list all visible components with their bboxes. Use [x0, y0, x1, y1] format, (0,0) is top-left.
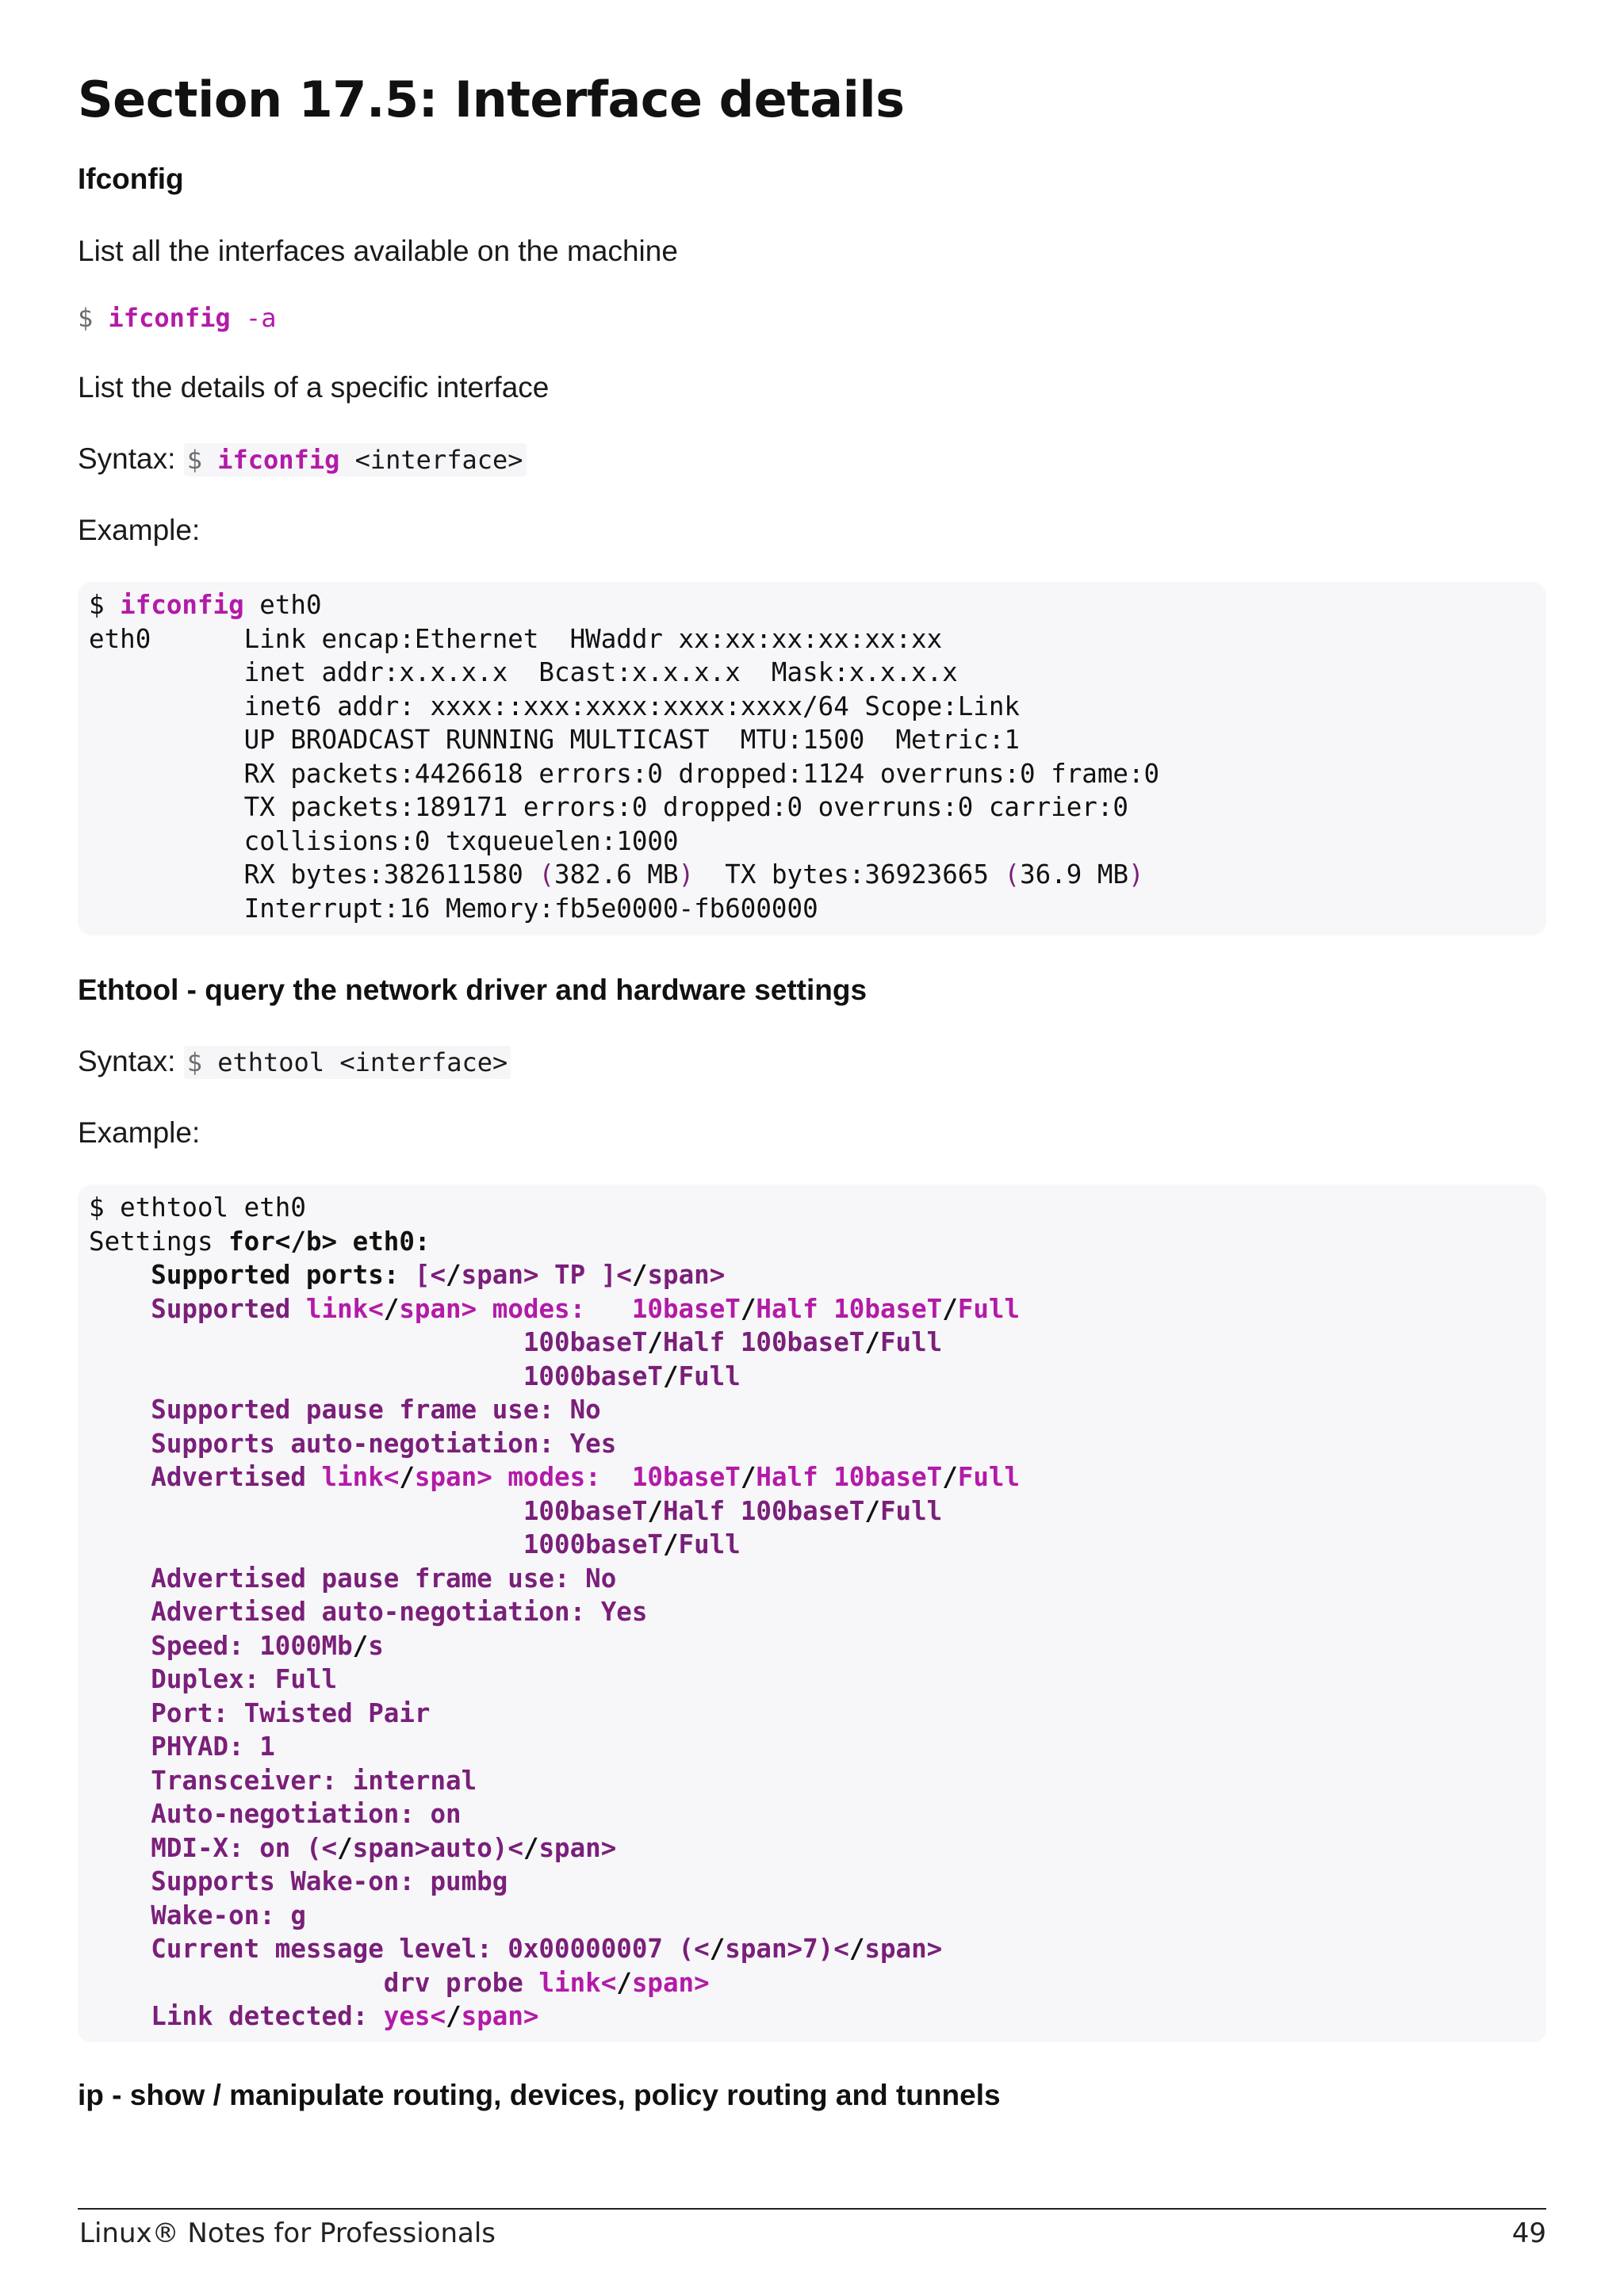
ifconfig-code-line: RX bytes:382611580 (382.6 MB) TX bytes:36923665 (36.9 MB): [89, 859, 1144, 890]
command-keyword: ifconfig: [217, 445, 340, 475]
ethtool-syntax-line: [78, 1042, 511, 1082]
ethtool-code-line: Supported link</span> modes: 10baseT/Half 10baseT/Full 100baseT/Half 100baseT/Full 1000baseT/Full Supported pause frame use: No Supports auto-negotiation: Yes Advertised link</span> modes: 10baseT/Half 10baseT/Full 100baseT/Half 100baseT/Full 1000baseT/Full Advertised pause frame use: No Advertised auto-negotiation: Yes Speed: 1000Mb/s Duplex: Full Port: Twisted Pair PHYAD: 1 Transceiver: internal Auto-negotiation: on MDI-X: on (</span>auto)</span> Supports Wake-on: pumbg Wake-on: g Current message level: 0x00000007 (</span>7)</span> drv probe link</span> Link detected: yes</span>: [89, 1293, 1021, 2031]
ethtool-example-label: Example:: [78, 1116, 201, 1149]
syntax-code: [184, 1046, 511, 1079]
ifconfig-code-line: $ ifconfig eth0: [89, 590, 322, 620]
command-keyword: ifconfig: [108, 303, 231, 333]
ethtool-code-line: Supported pause frame use: No: [89, 1395, 601, 1425]
ethtool-code-line: Advertised auto-negotiation: Yes: [89, 1597, 648, 1627]
ethtool-code-line: Settings for</b> eth0:: [89, 1226, 431, 1257]
list-all-interfaces-text: List all the interfaces available on the machine: [78, 235, 678, 267]
ethtool-code-line: Advertised pause frame use: No: [89, 1563, 617, 1594]
ethtool-code-line: Auto-negotiation: on: [89, 1799, 462, 1829]
section-title: Section 17.5: Interface details: [78, 71, 905, 128]
list-specific-interface-text: List the details of a specific interface: [78, 371, 550, 404]
ethtool-code-line: Current message level: 0x00000007 (</span>7)</span> drv probe link</span> Link detected: yes</span>: [89, 1934, 943, 2031]
command-args: -a: [245, 303, 277, 333]
ifconfig-code-line: inet addr:x.x.x.x Bcast:x.x.x.x Mask:x.x.x.x: [89, 657, 958, 687]
ifconfig-all-command: [78, 298, 276, 338]
ethtool-code-line: Speed: 1000Mb/s: [89, 1630, 384, 1661]
ethtool-code-line: Link detected: yes</span>: [89, 2001, 539, 2031]
shell-prompt: $: [78, 303, 94, 333]
ethtool-code-line: Supports Wake-on: pumbg: [89, 1866, 508, 1896]
command-name: ethtool: [217, 1047, 325, 1077]
ethtool-code-line: Supported ports: [</span> TP ]</span> Supported link</span> modes: 10baseT/Half 10baseT/Full 100baseT/Half 100baseT/Full 1000baseT/Full Supported pause frame use: No Supports auto-negotiation: Yes Advertised link</span> modes: 10baseT/Half 10baseT/Full 100baseT/Half 100baseT/Full 1000baseT/Full Advertised pause frame use: No Advertised auto-negotiation: Yes Speed: 1000Mb/s Duplex: Full Port: Twisted Pair PHYAD: 1 Transceiver: internal Auto-negotiation: on MDI-X: on (</span>auto)</span> Supports Wake-on: pumbg Wake-on: g Current message level: 0x00000007 (</span>7)</span> drv probe link</span> Link detected: yes</span>: [89, 1260, 1021, 2031]
ifconfig-code-line: UP BROADCAST RUNNING MULTICAST MTU:1500 Metric:1: [89, 725, 1020, 755]
ethtool-code-block: [78, 1184, 1546, 2042]
ethtool-code-line: Advertised link</span> modes: 10baseT/Half 10baseT/Full 100baseT/Half 100baseT/Full 1000baseT/Full Advertised pause frame use: No Advertised auto-negotiation: Yes Speed: 1000Mb/s Duplex: Full Port: Twisted Pair PHYAD: 1 Transceiver: internal Auto-negotiation: on MDI-X: on (</span>auto)</span> Supports Wake-on: pumbg Wake-on: g Current message level: 0x00000007 (</span>7)</span> drv probe link</span> Link detected: yes</span>: [89, 1462, 1021, 2031]
ifconfig-code-line: collisions:0 txqueuelen:1000: [89, 825, 679, 856]
ethtool-code-line: Port: Twisted Pair: [89, 1697, 431, 1728]
ifconfig-code: [89, 588, 1535, 925]
ethtool-code-line: drv probe link</span> Link detected: yes</span>: [89, 1967, 710, 2031]
ethtool-code-line: 100baseT/Half 100baseT/Full: [89, 1327, 943, 1357]
ethtool-code-line: PHYAD: 1: [89, 1732, 275, 1762]
ethtool-code-line: 100baseT/Half 100baseT/Full: [89, 1495, 943, 1526]
command-args: <interface>: [339, 1047, 508, 1077]
ethtool-heading: Ethtool - query the network driver and hardware settings: [78, 974, 868, 1006]
ifconfig-code-line: eth0 Link encap:Ethernet HWaddr xx:xx:xx:xx:xx:xx: [89, 623, 943, 654]
command-args: <interface>: [354, 445, 523, 475]
ifconfig-example-label: Example:: [78, 514, 201, 546]
syntax-label: Syntax:: [78, 442, 176, 475]
ifconfig-code-line: Interrupt:16 Memory:fb5e0000-fb600000: [89, 893, 818, 924]
ip-heading: ip - show / manipulate routing, devices, policy routing and tunnels: [78, 2079, 1001, 2111]
footer-divider: [78, 2208, 1546, 2210]
ifconfig-code-line: RX packets:4426618 errors:0 dropped:1124 overruns:0 frame:0: [89, 758, 1160, 789]
ethtool-code-line: 1000baseT/Full: [89, 1529, 741, 1559]
ethtool-code-line: Duplex: Full: [89, 1664, 338, 1694]
ifconfig-syntax-line: [78, 439, 527, 480]
syntax-code: [184, 443, 527, 476]
ifconfig-code-line: TX packets:189171 errors:0 dropped:0 overruns:0 carrier:0: [89, 792, 1128, 822]
ifconfig-code-block: [78, 582, 1546, 936]
syntax-label: Syntax:: [78, 1045, 176, 1077]
shell-prompt: $: [186, 445, 202, 475]
ifconfig-heading: Ifconfig: [78, 163, 184, 195]
ethtool-code-line: 1000baseT/Full: [89, 1360, 741, 1391]
ethtool-code: [89, 1191, 1535, 2034]
footer-book-title: Linux® Notes for Professionals: [79, 2218, 496, 2249]
ethtool-code-line: Wake-on: g: [89, 1900, 306, 1931]
footer-page-number: 49: [1511, 2218, 1546, 2249]
ethtool-code-line: $ ethtool eth0: [89, 1192, 306, 1223]
ethtool-code-line: MDI-X: on (</span>auto)</span> Supports Wake-on: pumbg Wake-on: g Current message level: 0x00000007 (</span>7)</span> drv probe link</span> Link detected: yes</span>: [89, 1832, 943, 2031]
ifconfig-code-line: inet6 addr: xxxx::xxx:xxxx:xxxx:xxxx/64 Scope:Link: [89, 691, 1020, 721]
shell-prompt: $: [186, 1047, 202, 1077]
ethtool-code-line: Supports auto-negotiation: Yes: [89, 1428, 617, 1459]
ethtool-code-line: Transceiver: internal: [89, 1765, 477, 1796]
